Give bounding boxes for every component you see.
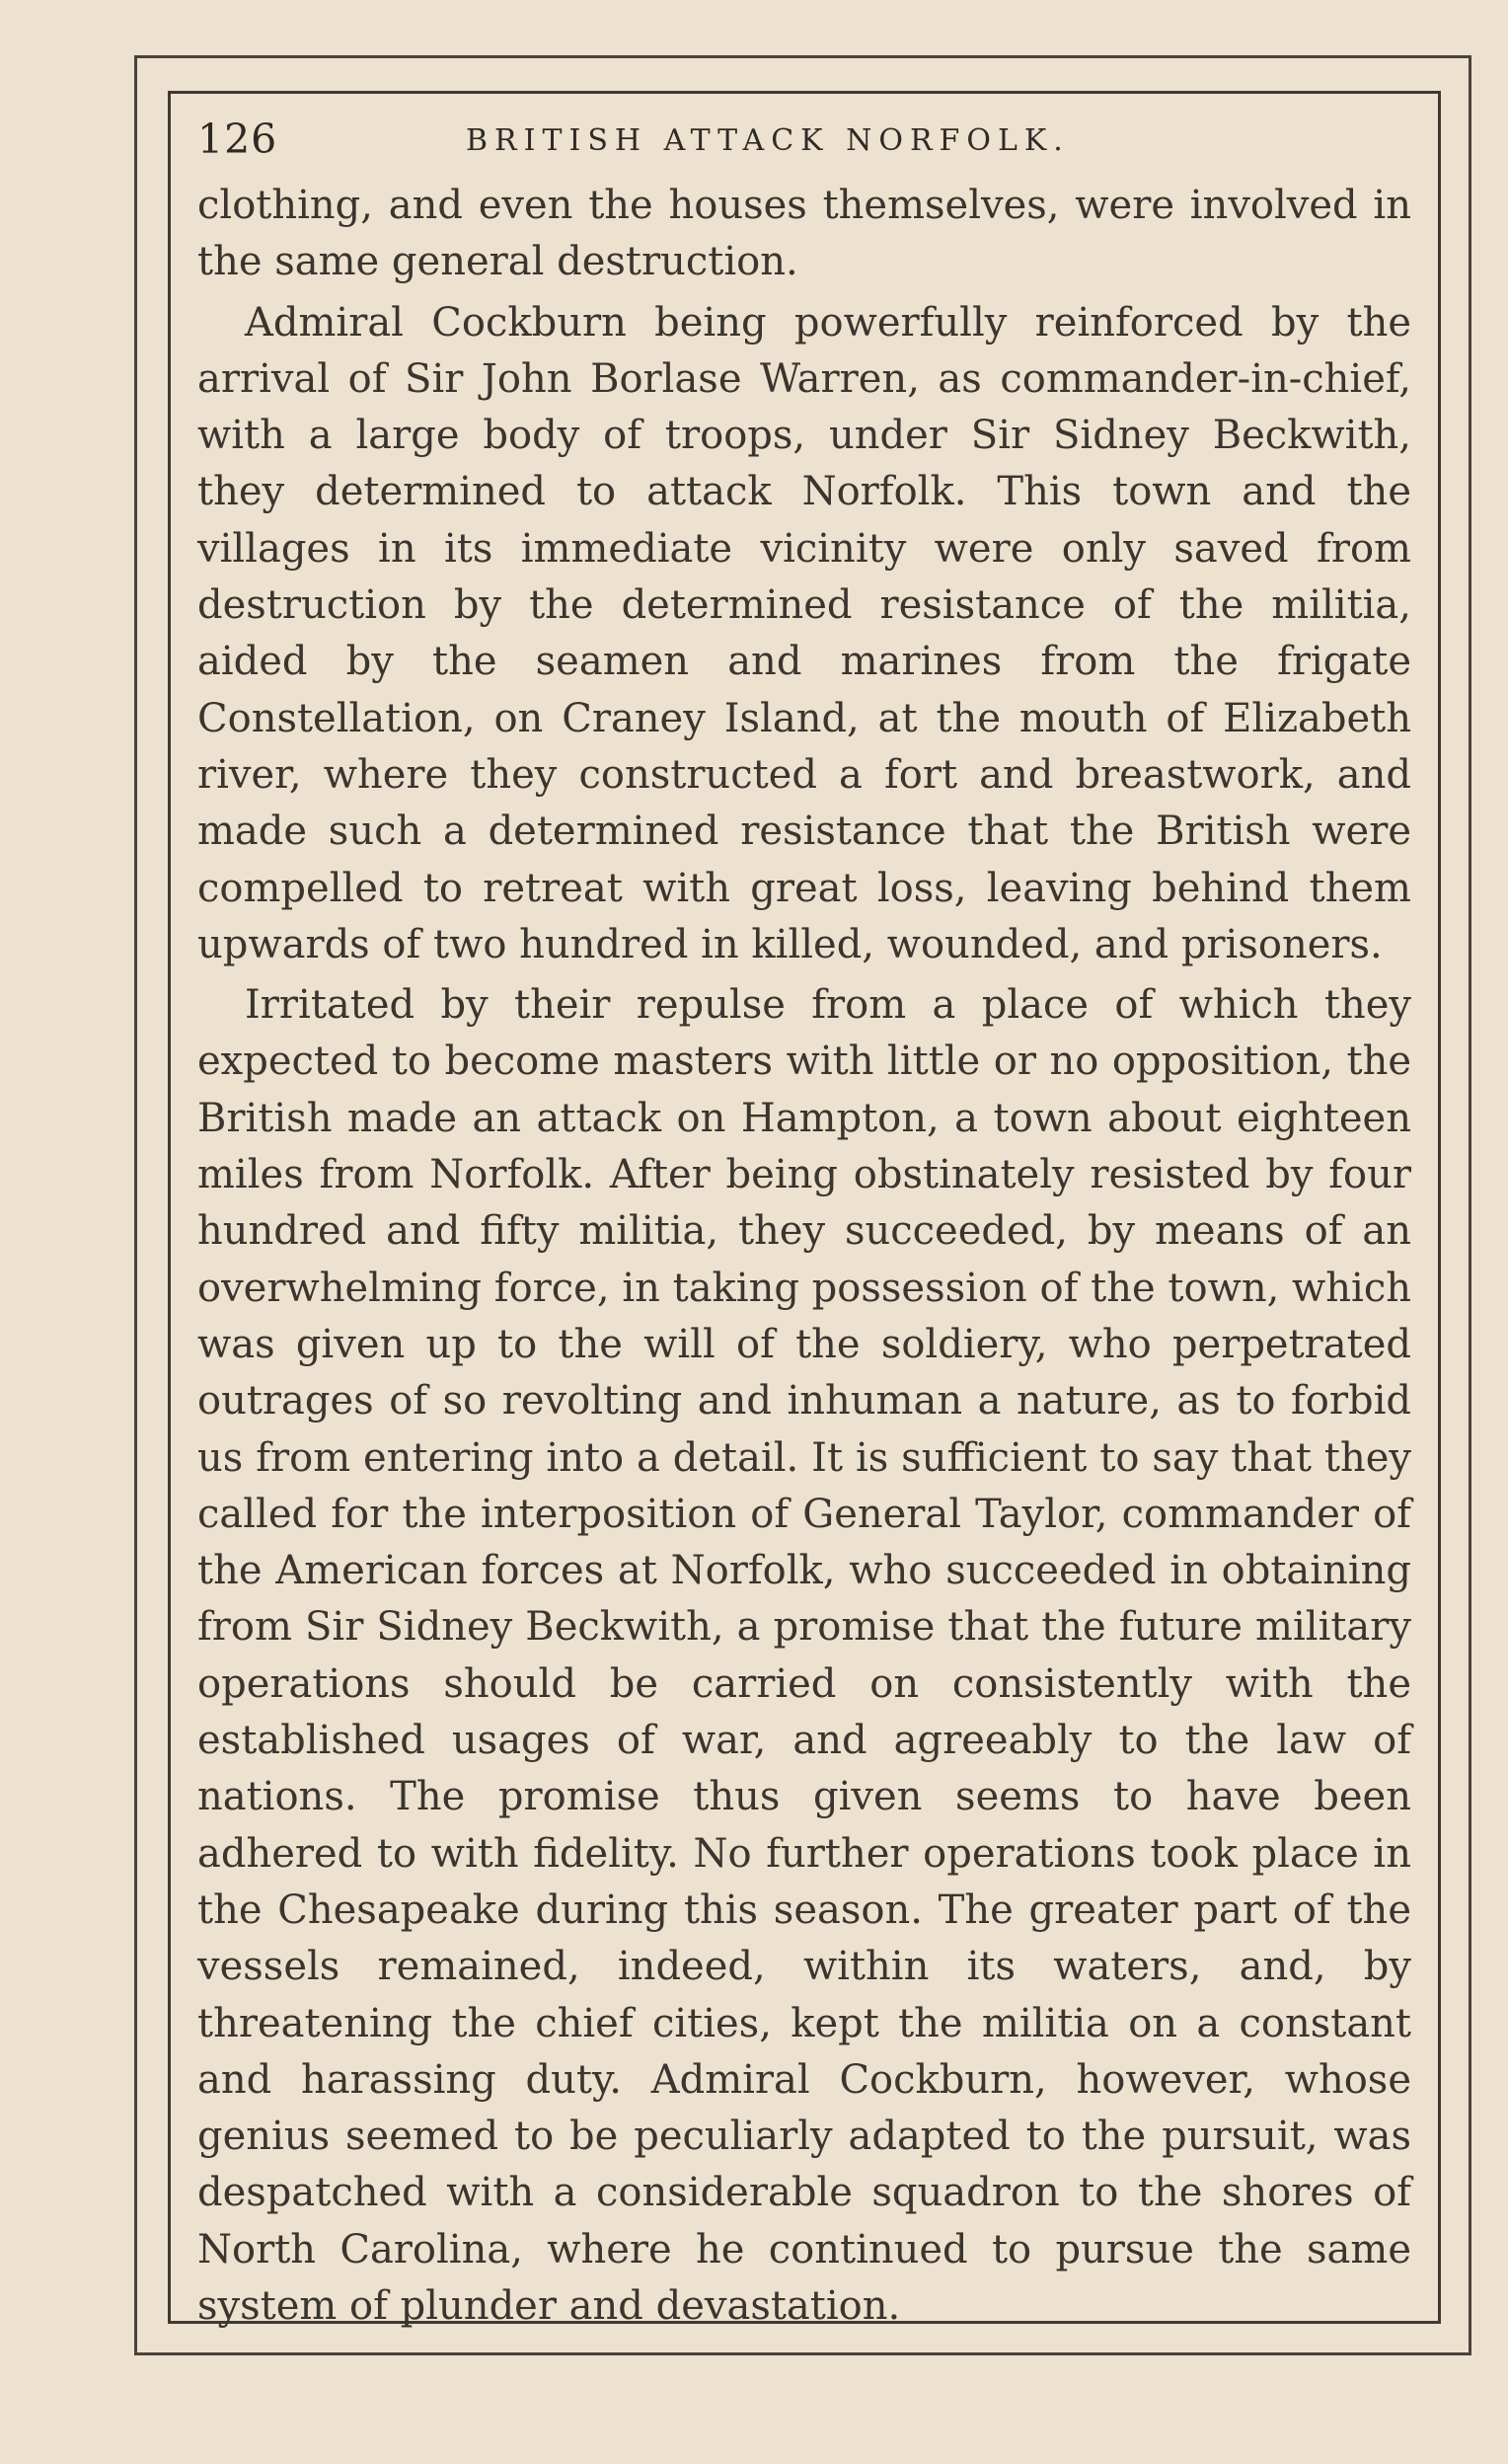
paragraph-continued: clothing, and even the houses themselves, were involved in the same general destruction. (197, 183, 1411, 285)
page-number: 126 (197, 116, 278, 163)
running-title: BRITISH ATTACK NORFOLK. (466, 123, 1070, 158)
running-head (197, 114, 1421, 173)
paragraph-hampton-attack: Irritated by their repulse from a place of which they expected to become masters with little or no opposition, the British made an attack on Hampton, a town about eighteen miles from Norfolk. After being obstinately resisted by four hundred and fifty militia, they succeeded, by means of an overwhelming force, in taking possession of the town, which was given up to the will of the soldiery, who perpetrated outrages of so revolting and inhuman a nature, as to forbid us from entering into a detail. It is sufficient to say that they called for the interposition of General Taylor, commander of the American forces at Norfolk, who succeeded in obtaining from Sir Sidney Beckwith, a promise that the future military operations should be carried on consistently with the established usages of war, and agreeably to the law of nations. The promise thus given seems to have been adhered to with fidelity. No further operations took place in the Chesapeake during this season. The greater part of the vessels remained, indeed, within its waters, and, by threatening the chief cities, kept the militia on a constant and harassing duty. Admiral Cockburn, however, whose genius seemed to be peculiarly adapted to the pursuit, was despatched with a considerable squadron to the shores of North Carolina, where he continued to pursue the same system of plunder and devastation. (197, 982, 1411, 2329)
body-text (197, 178, 1411, 2339)
paragraph-norfolk-attack: Admiral Cockburn being powerfully reinforced by the arrival of Sir John Borlase Warren, as commander-in-chief, with a large body of troops, under Sir Sidney Beckwith, they determined to attack Norfolk. This town and the villages in its immediate vicinity were only saved from destruction by the determined resistance of the militia, aided by the seamen and marines from the frigate Constellation, on Craney Island, at the mouth of Elizabeth river, where they constructed a fort and breastwork, and made such a determined resistance that the British were compelled to retreat with great loss, leaving behind them upwards of two hundred in killed, wounded, and prisoners. (197, 299, 1411, 967)
